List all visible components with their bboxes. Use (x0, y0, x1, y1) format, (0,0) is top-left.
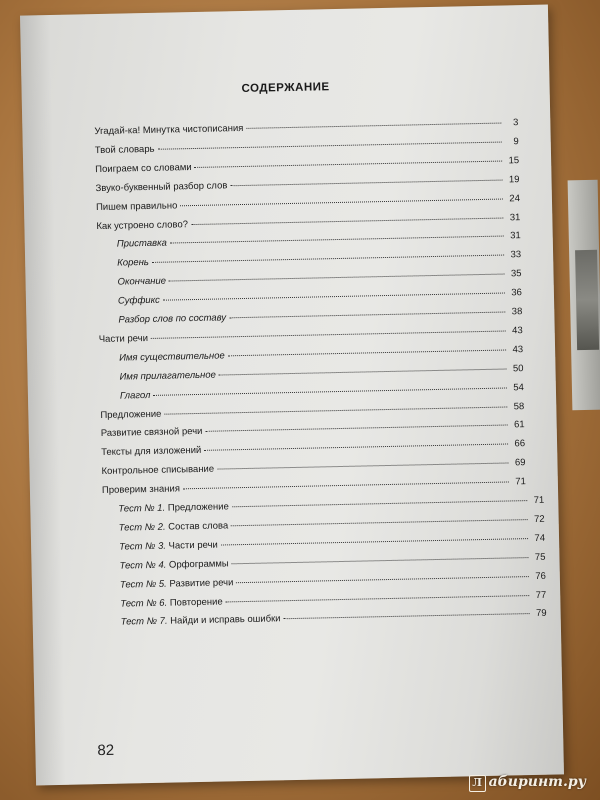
toc-entry-label: Контрольное списывание (101, 463, 215, 478)
toc-page-number: 77 (535, 589, 547, 601)
toc-entry-label: Проверим знания (101, 483, 181, 497)
site-watermark (469, 774, 586, 792)
toc-test-title: Состав слова (165, 520, 229, 533)
toc-entry-label (119, 520, 229, 533)
toc-entry (99, 325, 523, 345)
dot-leader (163, 293, 505, 301)
toc-entry (121, 608, 547, 628)
toc-entry-label: Поиграем со словами (95, 161, 192, 175)
toc-page-number: 43 (512, 325, 523, 337)
toc-entry-label: Приставка (116, 237, 167, 251)
dot-leader (229, 312, 505, 319)
toc-entry (120, 570, 546, 590)
watermark-text: абиринт.ру (488, 774, 586, 790)
dot-leader (169, 274, 505, 282)
dot-leader (236, 576, 528, 583)
toc-entry (95, 155, 519, 175)
toc-test-title: Найди и исправь ошибки (167, 613, 281, 628)
toc-page-number: 79 (535, 608, 547, 620)
dot-leader (219, 368, 507, 375)
toc-page-number: 15 (508, 154, 520, 167)
toc-entry (102, 476, 526, 496)
toc-entry (119, 344, 523, 363)
toc-test-title: Развитие речи (166, 576, 234, 590)
dot-leader (191, 217, 503, 225)
toc-entry-label: Имя существительное (119, 350, 225, 364)
toc-entry (119, 533, 545, 553)
dot-leader (183, 482, 509, 490)
toc-test-number: Тест № 5. (119, 578, 167, 591)
toc-entry (95, 136, 519, 156)
dot-leader (226, 595, 530, 602)
toc-entry (119, 514, 545, 534)
toc-page-number: 3 (512, 117, 519, 129)
toc-page-number: 50 (512, 362, 524, 375)
toc-entry-label: Окончание (117, 275, 167, 288)
toc-page-number: 58 (513, 400, 525, 412)
toc-entry (117, 231, 521, 250)
dot-leader (228, 349, 506, 356)
dot-leader (158, 141, 502, 149)
toc-test-title: Предложение (165, 501, 229, 514)
dot-leader (195, 160, 503, 167)
dot-leader (217, 463, 508, 470)
toc-page-number: 74 (534, 532, 546, 544)
toc-page-number: 72 (533, 513, 545, 525)
toc-page-number: 19 (508, 173, 520, 186)
toc-page-number: 69 (514, 457, 526, 469)
toc-test-title: Орфограммы (166, 558, 229, 571)
toc-entry-label: Корень (117, 257, 150, 269)
toc-entry-label: Звуко-буквенный разбор слов (95, 179, 228, 194)
toc-entry-label: Угадай-ка! Минутка чистописания (94, 122, 244, 138)
toc-entry (119, 363, 523, 382)
toc-entry-label: Предложение (100, 408, 162, 421)
book-page (20, 5, 564, 786)
dot-leader (205, 425, 507, 432)
dot-leader (230, 179, 502, 186)
toc-page-number: 43 (512, 343, 524, 356)
page-number: 82 (97, 741, 115, 760)
toc-page-number: 71 (515, 476, 526, 488)
toc-entry-label: Развитие связной речи (100, 426, 203, 440)
toc-test-number: Тест № 1. (118, 502, 166, 515)
toc-entry-label: Суффикс (117, 294, 160, 307)
toc-page-number: 76 (535, 570, 546, 582)
toc-entry (101, 420, 525, 440)
toc-entry (101, 438, 525, 458)
toc-entry-label (120, 577, 234, 590)
page-title: СОДЕРЖАНИЕ (241, 81, 330, 95)
toc-entry (96, 193, 520, 213)
toc-entry (119, 551, 545, 571)
toc-entry-label: Имя прилагательное (119, 369, 217, 383)
dot-leader (164, 406, 507, 414)
toc-entry (120, 589, 546, 609)
watermark-logo: Л (469, 775, 486, 792)
toc-page-number: 61 (513, 419, 525, 431)
toc-entry (117, 249, 521, 268)
dot-leader (151, 330, 506, 338)
toc-entry (118, 287, 522, 306)
toc-entry-label: Пишем правильно (95, 199, 178, 213)
toc-entry-label (119, 539, 218, 552)
toc-entry-label (120, 596, 223, 609)
toc-page-number: 31 (509, 211, 521, 223)
toc-entry-label: Разбор слов по составу (118, 312, 227, 326)
toc-entry-label: Тексты для изложений (101, 445, 202, 459)
toc-page-number: 35 (510, 268, 522, 280)
adjacent-page-image (575, 250, 599, 350)
toc-entry (101, 457, 525, 477)
toc-entry-label: Как устроено слово? (96, 218, 189, 232)
toc-entry-label (121, 614, 281, 628)
dot-leader (152, 255, 504, 263)
dot-leader (180, 198, 503, 206)
toc-entry-label: Глагол (119, 389, 151, 402)
toc-test-title: Повторение (167, 595, 223, 609)
dot-leader (170, 236, 504, 244)
dot-leader (232, 557, 529, 564)
toc-entry-label: Части речи (98, 332, 149, 345)
toc-page-number: 54 (513, 381, 525, 393)
toc-entry (118, 495, 544, 515)
toc-entry-label: Твой словарь (94, 143, 155, 156)
dot-leader (204, 444, 508, 451)
toc-page-number: 36 (511, 287, 523, 299)
adjacent-page-edge (568, 180, 600, 411)
dot-leader (284, 613, 530, 619)
toc-entry (96, 174, 520, 194)
toc-test-title: Части речи (165, 539, 218, 552)
dot-leader (221, 538, 528, 545)
toc-entry (120, 382, 524, 401)
toc-page-number: 9 (513, 136, 519, 148)
toc-test-number: Тест № 2. (118, 521, 166, 534)
toc-page-number: 38 (511, 306, 523, 318)
table-of-contents (20, 5, 564, 786)
toc-test-number: Тест № 6. (120, 597, 168, 610)
toc-entry-label (118, 501, 229, 514)
toc-entry (100, 401, 524, 421)
dot-leader (231, 519, 527, 526)
dot-leader (232, 500, 527, 507)
toc-entry-label (119, 558, 228, 571)
toc-page-number: 24 (509, 192, 521, 204)
dot-leader (153, 387, 507, 395)
toc-entry (94, 117, 518, 137)
toc-entry (96, 212, 520, 232)
toc-page-number: 66 (514, 438, 526, 450)
toc-page-number: 75 (534, 551, 546, 563)
toc-entry (117, 268, 521, 287)
toc-test-number: Тест № 3. (119, 540, 167, 553)
dot-leader (246, 123, 501, 129)
toc-test-number: Тест № 7. (120, 616, 168, 629)
toc-page-number: 71 (533, 494, 545, 506)
toc-page-number: 33 (510, 249, 522, 261)
toc-page-number: 31 (510, 230, 521, 242)
toc-entry (118, 306, 522, 325)
toc-test-number: Тест № 4. (119, 559, 167, 572)
